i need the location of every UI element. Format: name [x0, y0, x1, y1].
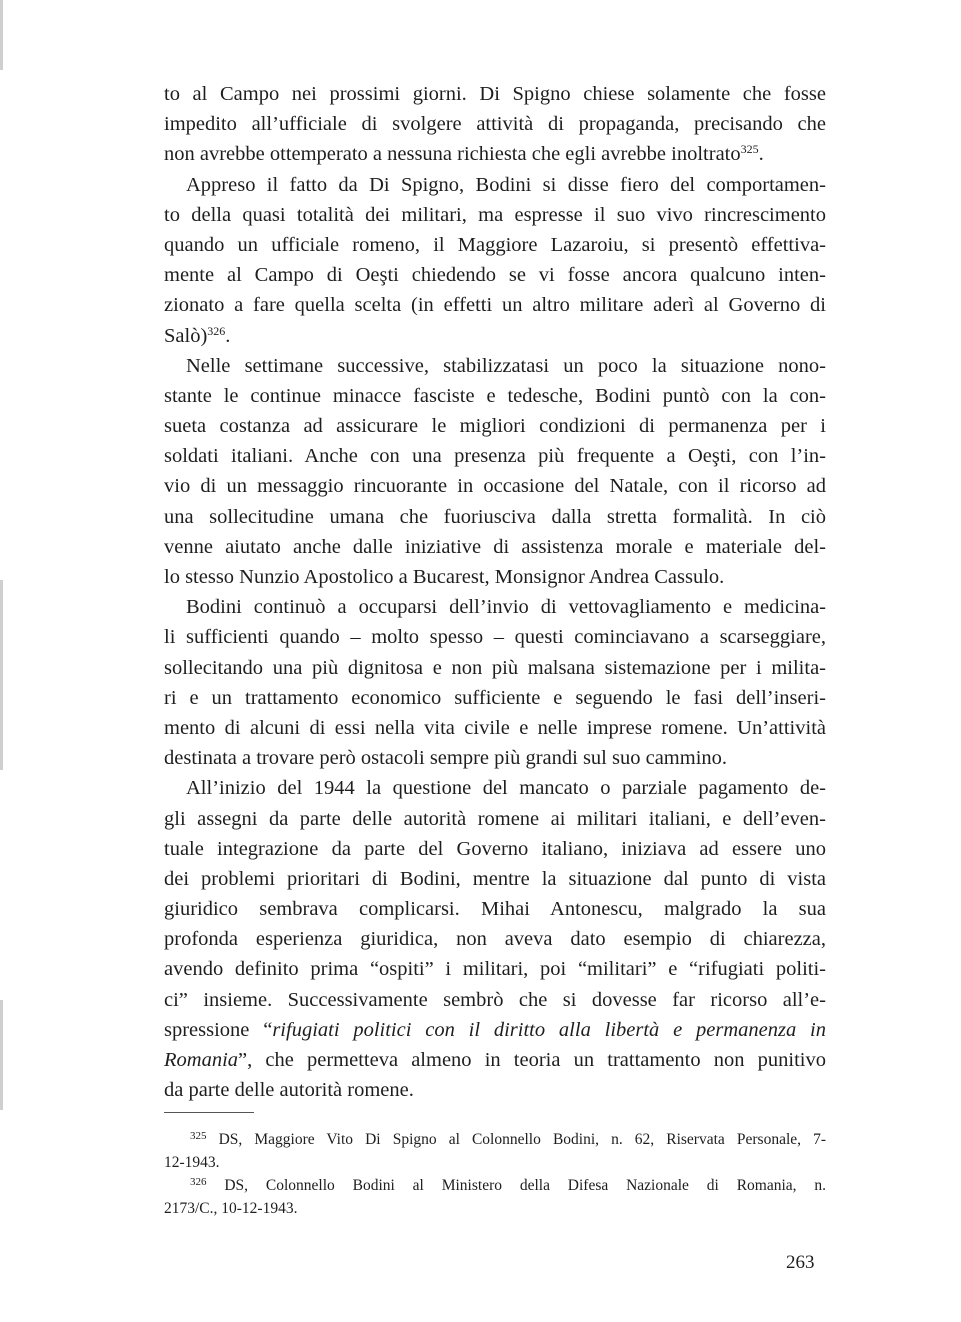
- footnote-line: 2173/C., 10-12-1943.: [164, 1200, 298, 1217]
- text-line: avendo definito prima “ospiti” i militari, poi “militari” e “rifugiati politi-: [164, 958, 826, 981]
- footnotes: [164, 1128, 826, 1220]
- text-line: [164, 1015, 826, 1045]
- scan-left-edge: [0, 1000, 3, 1110]
- italic-text: rifugiati politici con il diritto alla libertà e permanenza in: [272, 1018, 826, 1041]
- text-line: zionato a fare quella scelta (in effetti un altro militare aderì al Governo di: [164, 294, 826, 317]
- scan-left-edge: [0, 580, 3, 770]
- text-line: da parte delle autorità romene.: [164, 1079, 414, 1102]
- text-line: profonda esperienza giuridica, non aveva dato esempio di chiarezza,: [164, 928, 826, 951]
- text-line: sollecitando una più dignitosa e non più malsana sistemazione per i milita-: [164, 656, 826, 679]
- scan-left-edge: [0, 0, 3, 70]
- footnote-separator: [164, 1112, 254, 1113]
- text-line: quando un ufficiale romeno, il Maggiore Lazaroiu, si presentò effettiva-: [164, 233, 826, 256]
- text-line: gli assegni da parte delle autorità romene ai militari italiani, e dell’even-: [164, 807, 826, 830]
- text-line: to al Campo nei prossimi giorni. Di Spigno chiese solamente che fosse: [164, 83, 826, 105]
- body-text: [164, 79, 826, 1105]
- line-text: ”, che permetteva almeno in teoria un trattamento non punitivo: [238, 1049, 826, 1071]
- text-line: stante le continue minacce fasciste e tedesche, Bodini puntò con la con-: [164, 384, 826, 407]
- text-line: [164, 139, 826, 169]
- text-line: [164, 321, 826, 351]
- italic-text: Romania: [164, 1049, 239, 1071]
- text-line: una sollecitudine umana che fuoriusciva dalla stretta formalità. In ciò: [164, 505, 826, 528]
- text-line: soldati italiani. Anche con una presenza più frequente a Oeşti, con l’in-: [164, 445, 826, 468]
- line-text: .: [225, 324, 231, 347]
- footnote-number: 325: [190, 1130, 207, 1142]
- footnote-marker: 325: [740, 142, 759, 157]
- footnote-text: DS, Maggiore Vito Di Spigno al Colonnello Bodini, n. 62, Riservata Personale, 7-: [206, 1131, 826, 1148]
- text-line: to della quasi totalità dei militari, ma espresse il suo vivo rincrescimento: [164, 203, 826, 226]
- text-line: lo stesso Nunzio Apostolico a Bucarest, Monsignor Andrea Cassulo.: [164, 566, 725, 588]
- text-line: destinata a trovare però ostacoli sempre più grandi sul suo cammino.: [164, 747, 728, 770]
- text-line: venne aiutato anche dalle iniziative di assistenza morale e materiale del-: [164, 535, 826, 558]
- footnote-marker: 326: [207, 323, 226, 338]
- text-line: Bodini continuò a occuparsi dell’invio di vettovagliamento e medicina-: [186, 596, 826, 619]
- text-line: sueta costanza ad assicurare le migliori condizioni di permanenza per i: [164, 415, 826, 438]
- footnote-line: 12-1943.: [164, 1154, 220, 1171]
- text-line: tuale integrazione da parte del Governo italiano, iniziava ad essere uno: [164, 837, 826, 860]
- text-line: [164, 1045, 826, 1075]
- line-text: non avrebbe ottemperato a nessuna richiesta che egli avrebbe inoltrato: [164, 143, 741, 166]
- text-line: mento di alcuni di essi nella vita civile e nelle imprese romene. Un’attività: [164, 716, 826, 739]
- text-line: Appreso il fatto da Di Spigno, Bodini si disse fiero del comportamen-: [186, 173, 826, 196]
- footnote-text: DS, Colonnello Bodini al Ministero della Difesa Nazionale di Romania, n.: [206, 1177, 826, 1194]
- page-number: 263: [786, 1252, 815, 1273]
- line-text: .: [758, 143, 764, 166]
- text-line: dei problemi prioritari di Bodini, mentre la situazione dal punto di vista: [164, 867, 826, 890]
- text-line: giuridico sembrava complicarsi. Mihai Antonescu, malgrado la sua: [164, 898, 826, 921]
- text-line: ri e un trattamento economico sufficiente e seguendo le fasi dell’inseri-: [164, 686, 826, 709]
- line-text: spressione “: [164, 1018, 273, 1041]
- text-line: impedito all’ufficiale di svolgere attività di propaganda, precisando che: [164, 113, 826, 136]
- footnote-number: 326: [190, 1176, 207, 1188]
- text-line: vio di un messaggio rincuorante in occasione del Natale, con il ricorso ad: [164, 475, 826, 498]
- text-line: mente al Campo di Oeşti chiedendo se vi fosse ancora qualcuno inten-: [164, 264, 826, 287]
- footnote-line: [164, 1128, 826, 1151]
- text-line: ci” insieme. Successivamente sembrò che si dovesse far ricorso all’e-: [164, 988, 826, 1011]
- line-text: Salò): [164, 324, 208, 347]
- text-line: Nelle settimane successive, stabilizzatasi un poco la situazione nono-: [186, 354, 826, 377]
- text-line: li sufficienti quando – molto spesso – questi cominciavano a scarseggiare,: [164, 626, 826, 649]
- text-line: All’inizio del 1944 la questione del mancato o parziale pagamento de-: [186, 777, 826, 800]
- footnote-line: [164, 1174, 826, 1197]
